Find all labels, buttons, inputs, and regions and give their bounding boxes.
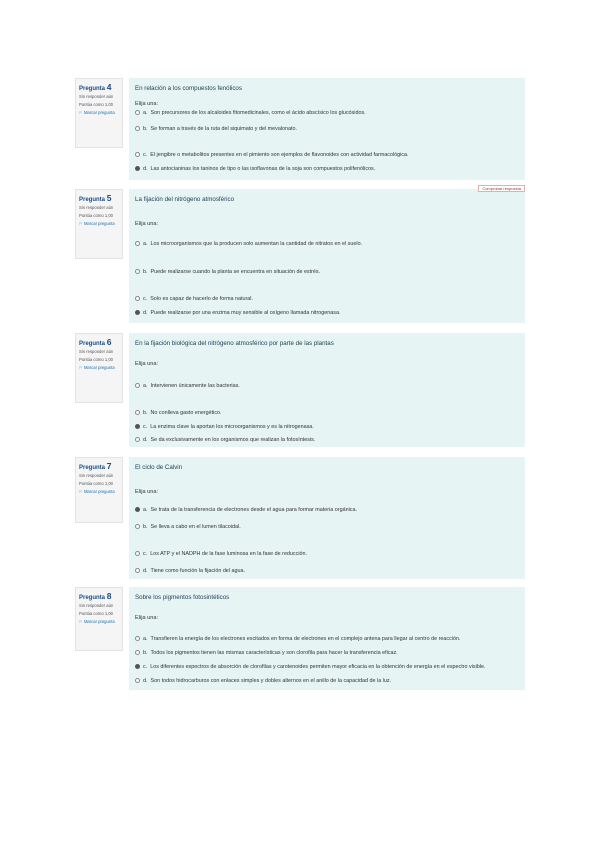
flag-icon: ⚐ (79, 221, 83, 227)
radio-button-selected[interactable] (135, 424, 140, 429)
question-info (75, 333, 123, 403)
question-number: Pregunta 5 (79, 193, 112, 203)
question-4 (75, 78, 525, 180)
flag-question-button[interactable]: ⚐ Marcar pregunta (79, 489, 115, 495)
answer-option[interactable]: a. Son precursores de los alcaloides fitomedicinales, como el ácido abscísico los glucósidos. (135, 110, 366, 116)
answer-label: Elija una: (135, 615, 159, 621)
flag-question-button[interactable]: ⚐ Marcar pregunta (79, 365, 115, 371)
question-status: Sin responder aún (79, 473, 114, 478)
radio-button[interactable] (135, 110, 140, 115)
question-score: Puntúa como 1,00 (79, 212, 113, 218)
answer-option[interactable]: b. Se forman a través de la ruta del siquimato y del mevalonato. (135, 126, 297, 132)
question-text: En relación a los compuestos fenólicos (135, 85, 242, 92)
answer-label: Elija una: (135, 361, 159, 367)
question-body (129, 333, 525, 447)
answer-option[interactable]: c. Solo es capaz de hacerlo de forma natural. (135, 296, 253, 302)
answer-option[interactable]: b. Puede realizarse cuando la planta se encuentra en situación de estrés. (135, 269, 320, 275)
flag-icon: ⚐ (79, 489, 83, 495)
radio-button[interactable] (135, 152, 140, 157)
answer-option[interactable]: a. Intervienen únicamente las bacterias. (135, 383, 240, 389)
radio-button[interactable] (135, 678, 140, 683)
radio-button[interactable] (135, 126, 140, 131)
answer-option[interactable]: d. Son todos hidrocarburos con enlaces simples y dobles alternos en el anillo de la capacidad de la luz. (135, 678, 391, 684)
question-info (75, 587, 123, 651)
answer-option[interactable]: a. Transfieren la energía de los electrones excitados en forma de electrones en el complejo antena para llegar al centro de reacción. (135, 636, 460, 642)
question-8 (75, 587, 525, 690)
radio-button[interactable] (135, 410, 140, 415)
question-text: La fijación del nitrógeno atmosférico (135, 196, 235, 203)
question-body (129, 186, 525, 323)
question-info (75, 189, 123, 259)
radio-button[interactable] (135, 437, 140, 442)
question-info (75, 457, 123, 523)
question-text: En la fijación biológica del nitrógeno atmosférico por parte de las plantas (135, 340, 334, 347)
question-5 (75, 186, 525, 323)
question-number: Pregunta 8 (79, 591, 112, 601)
radio-button[interactable] (135, 568, 140, 573)
answer-label: Elija una: (135, 101, 159, 107)
answer-option[interactable]: b. Todos los pigmentos tienen las mismas características y son clorofila para hacer la transferencia eficaz. (135, 650, 398, 656)
radio-button-selected[interactable] (135, 310, 140, 315)
radio-button[interactable] (135, 383, 140, 388)
radio-button[interactable] (135, 296, 140, 301)
radio-button[interactable] (135, 551, 140, 556)
answer-option[interactable]: d. Se da exclusivamente en los organismos que realizan la fotosíntesis. (135, 437, 315, 443)
question-number: Pregunta 4 (79, 82, 112, 92)
answer-option[interactable]: c. Los ATP y el NADPH de la fase luminosa en la fase de reducción. (135, 551, 307, 557)
answer-option[interactable]: c. La enzima clave la aportan los microorganismos y es la nitrogenasa. (135, 424, 314, 430)
flag-icon: ⚐ (79, 110, 83, 116)
question-status: Sin responder aún (79, 349, 114, 354)
radio-button-selected[interactable] (135, 166, 140, 171)
radio-button[interactable] (135, 524, 140, 529)
radio-button-selected[interactable] (135, 664, 140, 669)
answer-option[interactable]: d. Puede realizarse por una enzima muy sensible al oxígeno llamada nitrogenasa. (135, 310, 340, 316)
question-score: Puntúa como 1,00 (79, 610, 113, 616)
flag-icon: ⚐ (79, 365, 83, 371)
question-status: Sin responder aún (79, 603, 114, 608)
question-score: Puntúa como 1,00 (79, 356, 113, 362)
answer-option[interactable]: a. Se trata de la transferencia de electrones desde el agua para formar materia orgánica. (135, 507, 357, 513)
question-text: Sobre los pigmentos fotosintéticos (135, 594, 230, 601)
answer-label: Elija una: (135, 489, 159, 495)
question-body (129, 457, 525, 579)
radio-button[interactable] (135, 636, 140, 641)
radio-button[interactable] (135, 650, 140, 655)
radio-button[interactable] (135, 241, 140, 246)
answer-label: Elija una: (135, 221, 159, 227)
question-info (75, 78, 123, 148)
flag-question-button[interactable]: ⚐ Marcar pregunta (79, 110, 115, 116)
question-body (129, 78, 525, 180)
question-number: Pregunta 7 (79, 461, 112, 471)
answer-option[interactable]: a. Los microorganismos que la producen solo aumentan la cantidad de nitratos en el suelo. (135, 241, 362, 247)
question-status: Sin responder aún (79, 94, 114, 99)
question-6 (75, 333, 525, 447)
answer-option[interactable]: d. Tiene como función la fijación del agua. (135, 568, 245, 574)
answer-option[interactable]: b. No conlleva gasto energético. (135, 410, 222, 416)
check-answer-tag[interactable]: Comprobar respuesta (478, 185, 525, 192)
question-text: El ciclo de Calvin (135, 464, 183, 471)
answer-option[interactable]: c. El jengibre o metabolitos presentes en el pimiento son ejemplos de flavonoides con actividad farmacológica. (135, 152, 409, 158)
question-7 (75, 457, 525, 579)
radio-button-selected[interactable] (135, 507, 140, 512)
question-number: Pregunta 6 (79, 337, 112, 347)
flag-question-button[interactable]: ⚐ Marcar pregunta (79, 221, 115, 227)
question-status: Sin responder aún (79, 205, 114, 210)
question-score: Puntúa como 1,00 (79, 480, 113, 486)
question-body (129, 587, 525, 690)
answer-option[interactable]: d. Las antocianinas los taninos de tipo o las isoflavonas de la soja son compuestos polifenólicos. (135, 166, 375, 172)
flag-question-button[interactable]: ⚐ Marcar pregunta (79, 619, 115, 625)
question-score: Puntúa como 1,00 (79, 101, 113, 107)
answer-option[interactable]: c. Los diferentes espectros de absorción de clorofilas y carotenoides permiten mayor eficacia en la obtención de energía en el espectro visible. (135, 664, 486, 670)
radio-button[interactable] (135, 269, 140, 274)
answer-option[interactable]: b. Se lleva a cabo en el lumen tilacoidal. (135, 524, 241, 530)
flag-icon: ⚐ (79, 619, 83, 625)
